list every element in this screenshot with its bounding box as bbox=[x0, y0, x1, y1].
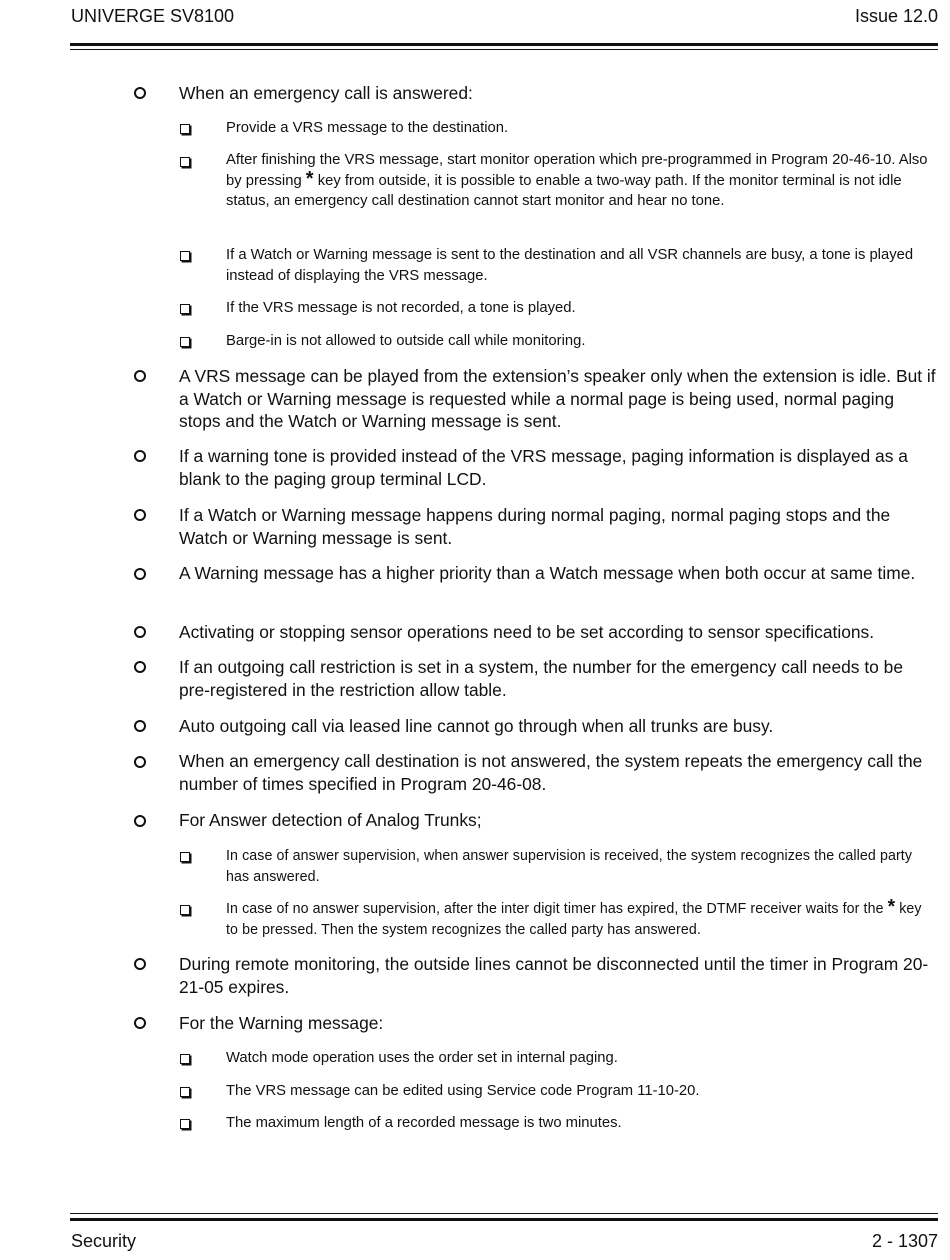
square-bullet-icon bbox=[180, 1087, 190, 1097]
circle-bullet-icon bbox=[134, 450, 146, 462]
footer-rule-thin bbox=[70, 1213, 938, 1214]
item-text: When an emergency call destination is not answered, the system repeats the emergency call the number of times specified in Program 20-46-08. bbox=[179, 751, 923, 794]
page-number: 2 - 1307 bbox=[871, 1231, 938, 1251]
item-text: During remote monitoring, the outside lines cannot be disconnected until the timer in Program 20-21-05 expires. bbox=[179, 954, 929, 997]
circle-bullet-icon bbox=[134, 815, 146, 827]
square-bullet-icon bbox=[180, 1119, 190, 1129]
circle-bullet-icon bbox=[134, 661, 146, 673]
item-text: If a Watch or Warning message happens during normal paging, normal paging stops and the Watch or Warning message is sent. bbox=[179, 505, 891, 548]
sub-item-text: Barge-in is not allowed to outside call while monitoring. bbox=[226, 333, 586, 349]
square-bullet-icon bbox=[180, 251, 190, 261]
square-bullet-icon bbox=[180, 1054, 190, 1064]
circle-bullet-icon bbox=[134, 756, 146, 768]
circle-bullet-icon bbox=[134, 509, 146, 521]
item-text: If an outgoing call restriction is set in a system, the number for the emergency call needs to be pre-registered in the restriction allow table. bbox=[179, 657, 904, 700]
item-text: A VRS message can be played from the extension’s speaker only when the extension is idle. But if a Watch or Warning message is requested while a normal page is being used, normal paging stops and the Watch or Warning message is sent. bbox=[179, 366, 936, 431]
circle-bullet-icon bbox=[134, 958, 146, 970]
sub-item-text: Watch mode operation uses the order set in internal paging. bbox=[226, 1050, 618, 1066]
sub-item-text: In case of no answer supervision, after the inter digit timer has expired, the DTMF receiver waits for the * key to be pressed. Then the system recognizes the called party has answered. bbox=[226, 896, 922, 938]
circle-bullet-icon bbox=[134, 370, 146, 382]
sub-item-text: The maximum length of a recorded message is two minutes. bbox=[226, 1115, 622, 1131]
document-title: UNIVERGE SV8100 bbox=[71, 6, 235, 26]
star-key-symbol: * bbox=[305, 167, 314, 190]
square-bullet-icon bbox=[180, 852, 190, 862]
item-text: For the Warning message: bbox=[179, 1013, 384, 1033]
header-rule bbox=[70, 43, 938, 46]
square-bullet-icon bbox=[180, 124, 190, 134]
square-bullet-icon bbox=[180, 905, 190, 915]
circle-bullet-icon bbox=[134, 626, 146, 638]
item-text: A Warning message has a higher priority than a Watch message when both occur at same time. bbox=[179, 563, 916, 583]
sub-item-text: If a Watch or Warning message is sent to the destination and all VSR channels are busy, a tone is played instead of displaying the VRS message. bbox=[226, 247, 914, 284]
issue-number: Issue 12.0 bbox=[854, 6, 938, 26]
sub-item-text: After finishing the VRS message, start monitor operation which pre-programmed in Program 20-46-10. Also by pressing * key from outside, it is possible to enable a two-way path. If the monitor terminal is not idle status, an emergency call destination cannot start monitor and hear no tone. bbox=[226, 152, 928, 210]
header-rule-thin bbox=[70, 49, 938, 50]
star-key-symbol: * bbox=[887, 896, 896, 918]
circle-bullet-icon bbox=[134, 720, 146, 732]
sub-item-text: In case of answer supervision, when answer supervision is received, the system recognizes the called party has answered. bbox=[226, 848, 913, 885]
footer-rule bbox=[70, 1218, 938, 1221]
sub-item-text: If the VRS message is not recorded, a tone is played. bbox=[226, 300, 576, 316]
section-name: Security bbox=[71, 1231, 137, 1251]
item-text: Activating or stopping sensor operations need to be set according to sensor specifications. bbox=[179, 622, 875, 642]
item-text: Auto outgoing call via leased line cannot go through when all trunks are busy. bbox=[179, 716, 774, 736]
sub-item-text: Provide a VRS message to the destination. bbox=[226, 120, 509, 136]
circle-bullet-icon bbox=[134, 1017, 146, 1029]
square-bullet-icon bbox=[180, 157, 190, 167]
square-bullet-icon bbox=[180, 337, 190, 347]
square-bullet-icon bbox=[180, 304, 190, 314]
item-text: If a warning tone is provided instead of the VRS message, paging information is displayed as a blank to the paging group terminal LCD. bbox=[179, 446, 908, 489]
circle-bullet-icon bbox=[134, 568, 146, 580]
sub-item-text: The VRS message can be edited using Service code Program 11-10-20. bbox=[226, 1083, 700, 1099]
circle-bullet-icon bbox=[134, 87, 146, 99]
item-text: For Answer detection of Analog Trunks; bbox=[179, 810, 482, 830]
item-text: When an emergency call is answered: bbox=[179, 83, 473, 103]
